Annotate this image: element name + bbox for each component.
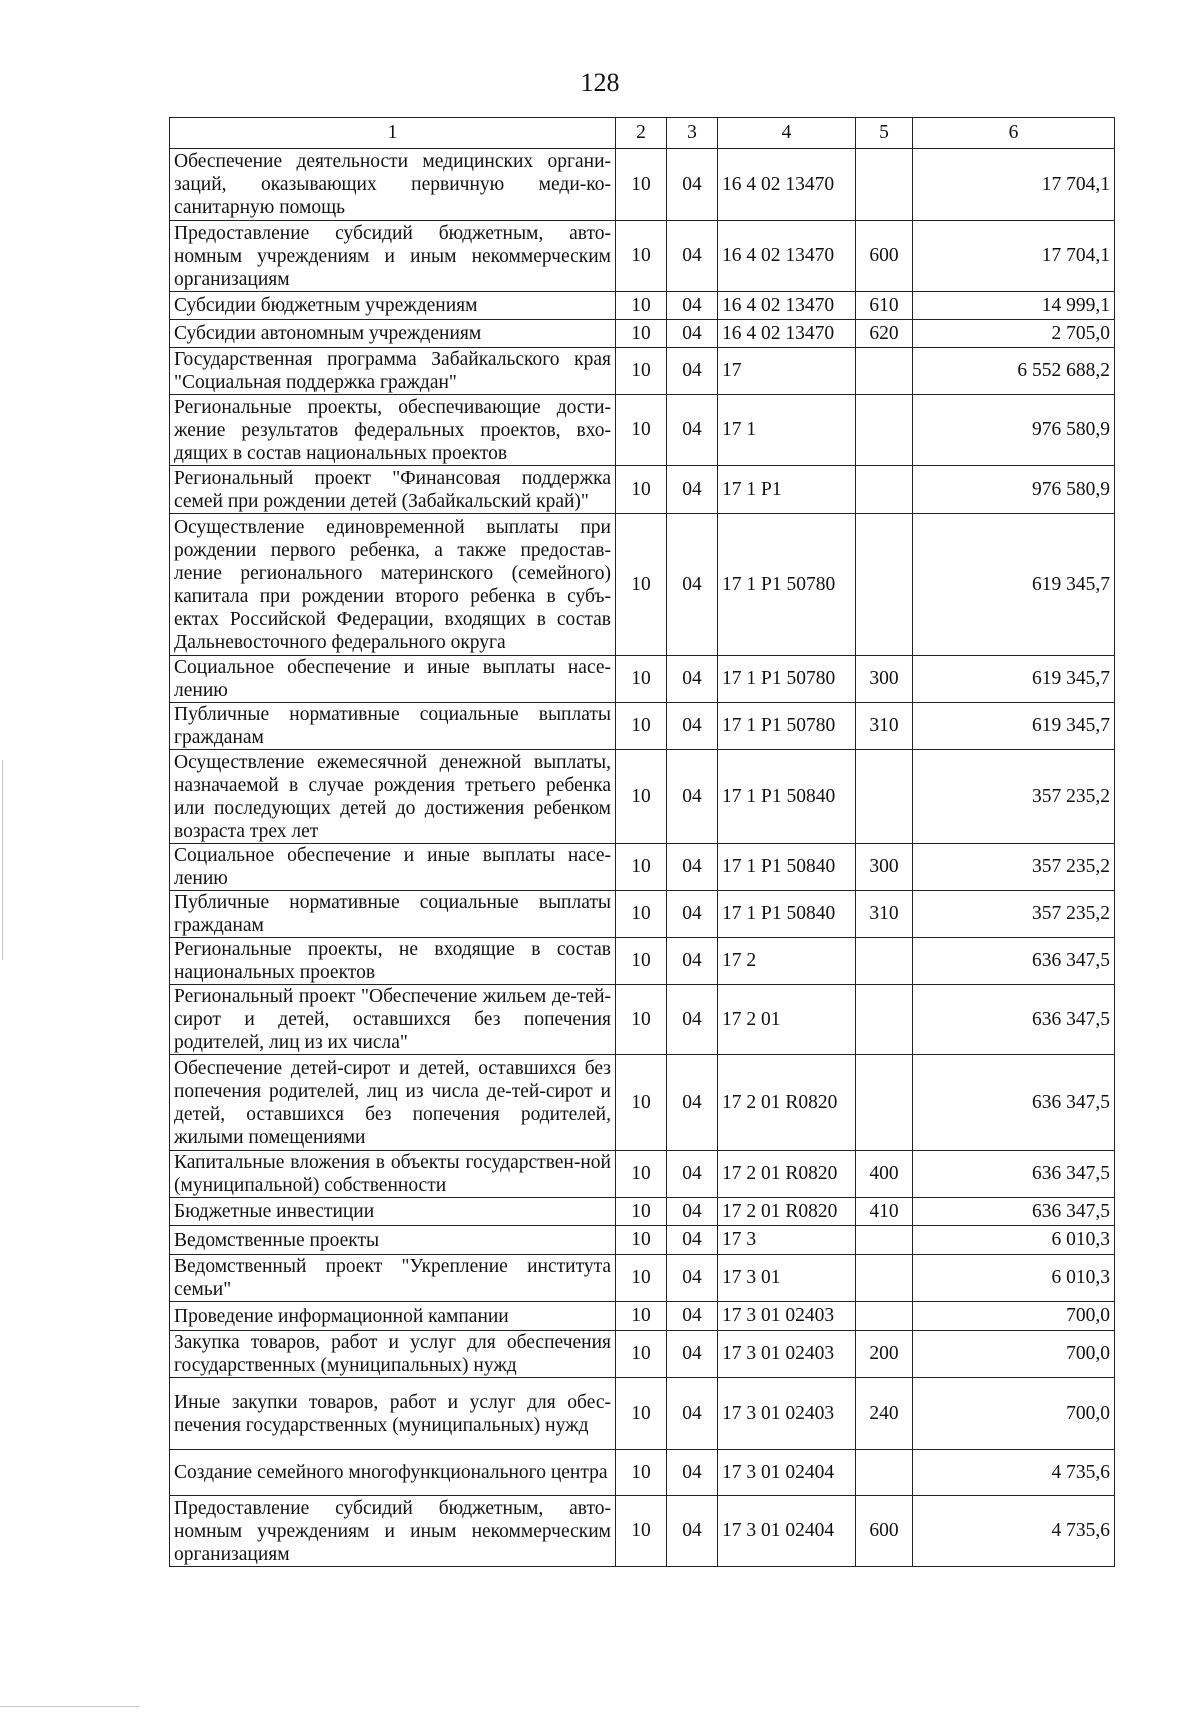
cell-name: Предоставление субсидий бюджетным, авто-номным учреждениям и иным некоммерческим организациям bbox=[170, 221, 616, 292]
cell-section: 10 bbox=[616, 348, 667, 395]
header-col-5: 5 bbox=[856, 118, 913, 149]
cell-target-article: 17 1 Р1 50780 bbox=[718, 514, 856, 656]
cell-name: Создание семейного многофункционального центра bbox=[170, 1450, 616, 1496]
cell-target-article: 17 2 01 R0820 bbox=[718, 1198, 856, 1226]
cell-subsection: 04 bbox=[667, 1151, 718, 1198]
cell-subsection: 04 bbox=[667, 1055, 718, 1151]
cell-expense-type bbox=[856, 395, 913, 466]
cell-amount: 636 347,5 bbox=[913, 1055, 1115, 1151]
cell-expense-type: 240 bbox=[856, 1378, 913, 1450]
cell-subsection: 04 bbox=[667, 149, 718, 221]
cell-expense-type bbox=[856, 466, 913, 514]
cell-target-article: 16 4 02 13470 bbox=[718, 221, 856, 292]
table-row bbox=[170, 348, 1115, 395]
table-row bbox=[170, 1198, 1115, 1226]
cell-target-article: 16 4 02 13470 bbox=[718, 149, 856, 221]
cell-section: 10 bbox=[616, 703, 667, 750]
cell-name: Региональные проекты, не входящие в состав национальных проектов bbox=[170, 938, 616, 985]
cell-name: Ведомственные проекты bbox=[170, 1226, 616, 1255]
cell-amount: 636 347,5 bbox=[913, 985, 1115, 1055]
cell-subsection: 04 bbox=[667, 1226, 718, 1255]
cell-name: Субсидии бюджетным учреждениям bbox=[170, 292, 616, 320]
cell-amount: 619 345,7 bbox=[913, 703, 1115, 750]
cell-target-article: 17 3 01 02403 bbox=[718, 1331, 856, 1378]
cell-expense-type: 300 bbox=[856, 656, 913, 703]
header-col-3: 3 bbox=[667, 118, 718, 149]
cell-section: 10 bbox=[616, 750, 667, 844]
cell-name: Осуществление ежемесячной денежной выплаты, назначаемой в случае рождения третьего ребенка или последующих детей до достижения ребенком возраста трех лет bbox=[170, 750, 616, 844]
cell-subsection: 04 bbox=[667, 985, 718, 1055]
cell-section: 10 bbox=[616, 1450, 667, 1496]
table-header-row bbox=[170, 118, 1115, 149]
cell-amount: 357 235,2 bbox=[913, 891, 1115, 938]
table-row bbox=[170, 1496, 1115, 1567]
cell-name: Публичные нормативные социальные выплаты гражданам bbox=[170, 703, 616, 750]
cell-expense-type bbox=[856, 985, 913, 1055]
cell-amount: 700,0 bbox=[913, 1378, 1115, 1450]
cell-expense-type bbox=[856, 750, 913, 844]
cell-expense-type bbox=[856, 149, 913, 221]
cell-name: Региональные проекты, обеспечивающие дости-жение результатов федеральных проектов, вхо-дящих в состав национальных проектов bbox=[170, 395, 616, 466]
cell-amount: 976 580,9 bbox=[913, 466, 1115, 514]
cell-target-article: 17 2 bbox=[718, 938, 856, 985]
cell-name: Социальное обеспечение и иные выплаты насе-лению bbox=[170, 844, 616, 891]
cell-section: 10 bbox=[616, 985, 667, 1055]
cell-name: Предоставление субсидий бюджетным, авто-номным учреждениям и иным некоммерческим организациям bbox=[170, 1496, 616, 1567]
cell-amount: 357 235,2 bbox=[913, 750, 1115, 844]
cell-subsection: 04 bbox=[667, 891, 718, 938]
table-row bbox=[170, 656, 1115, 703]
cell-target-article: 17 3 01 bbox=[718, 1255, 856, 1302]
table-row bbox=[170, 1378, 1115, 1450]
table-row bbox=[170, 1331, 1115, 1378]
cell-target-article: 17 bbox=[718, 348, 856, 395]
cell-section: 10 bbox=[616, 938, 667, 985]
cell-name: Иные закупки товаров, работ и услуг для обес-печения государственных (муниципальных) нужд bbox=[170, 1378, 616, 1450]
cell-target-article: 17 1 Р1 50840 bbox=[718, 891, 856, 938]
scan-edge-line bbox=[2, 760, 3, 960]
cell-expense-type bbox=[856, 1055, 913, 1151]
cell-name: Социальное обеспечение и иные выплаты насе-лению bbox=[170, 656, 616, 703]
cell-subsection: 04 bbox=[667, 1496, 718, 1567]
cell-section: 10 bbox=[616, 656, 667, 703]
cell-amount: 976 580,9 bbox=[913, 395, 1115, 466]
cell-target-article: 16 4 02 13470 bbox=[718, 320, 856, 348]
cell-subsection: 04 bbox=[667, 938, 718, 985]
cell-name: Государственная программа Забайкальского края "Социальная поддержка граждан" bbox=[170, 348, 616, 395]
table-row bbox=[170, 395, 1115, 466]
header-col-4: 4 bbox=[718, 118, 856, 149]
cell-section: 10 bbox=[616, 1151, 667, 1198]
table-row bbox=[170, 1226, 1115, 1255]
table-body bbox=[170, 149, 1115, 1567]
table-row bbox=[170, 1302, 1115, 1331]
table-row bbox=[170, 703, 1115, 750]
cell-section: 10 bbox=[616, 1198, 667, 1226]
cell-target-article: 17 1 bbox=[718, 395, 856, 466]
budget-table bbox=[169, 117, 1115, 1567]
table-row bbox=[170, 221, 1115, 292]
cell-name: Региональный проект "Финансовая поддержка семей при рождении детей (Забайкальский край)" bbox=[170, 466, 616, 514]
table-row bbox=[170, 466, 1115, 514]
cell-expense-type bbox=[856, 1255, 913, 1302]
cell-name: Проведение информационной кампании bbox=[170, 1302, 616, 1331]
cell-name: Закупка товаров, работ и услуг для обеспечения государственных (муниципальных) нужд bbox=[170, 1331, 616, 1378]
cell-target-article: 17 1 Р1 50840 bbox=[718, 844, 856, 891]
cell-section: 10 bbox=[616, 466, 667, 514]
cell-amount: 6 010,3 bbox=[913, 1226, 1115, 1255]
cell-subsection: 04 bbox=[667, 1198, 718, 1226]
cell-subsection: 04 bbox=[667, 221, 718, 292]
scan-edge-line bbox=[0, 1706, 140, 1707]
cell-expense-type bbox=[856, 1226, 913, 1255]
cell-subsection: 04 bbox=[667, 395, 718, 466]
cell-target-article: 17 3 01 02404 bbox=[718, 1450, 856, 1496]
cell-section: 10 bbox=[616, 891, 667, 938]
cell-subsection: 04 bbox=[667, 514, 718, 656]
cell-name: Бюджетные инвестиции bbox=[170, 1198, 616, 1226]
cell-target-article: 17 2 01 R0820 bbox=[718, 1151, 856, 1198]
cell-subsection: 04 bbox=[667, 466, 718, 514]
cell-name: Ведомственный проект "Укрепление института семьи" bbox=[170, 1255, 616, 1302]
cell-name: Субсидии автономным учреждениям bbox=[170, 320, 616, 348]
cell-target-article: 17 1 Р1 50780 bbox=[718, 656, 856, 703]
cell-target-article: 17 3 bbox=[718, 1226, 856, 1255]
cell-amount: 636 347,5 bbox=[913, 1151, 1115, 1198]
header-col-2: 2 bbox=[616, 118, 667, 149]
cell-section: 10 bbox=[616, 221, 667, 292]
cell-subsection: 04 bbox=[667, 703, 718, 750]
cell-section: 10 bbox=[616, 1226, 667, 1255]
cell-section: 10 bbox=[616, 1255, 667, 1302]
table-row bbox=[170, 1055, 1115, 1151]
table-row bbox=[170, 1151, 1115, 1198]
table-row bbox=[170, 514, 1115, 656]
table-row bbox=[170, 1255, 1115, 1302]
cell-expense-type bbox=[856, 1450, 913, 1496]
cell-section: 10 bbox=[616, 1302, 667, 1331]
cell-section: 10 bbox=[616, 1378, 667, 1450]
cell-target-article: 17 1 Р1 50840 bbox=[718, 750, 856, 844]
cell-expense-type: 610 bbox=[856, 292, 913, 320]
cell-subsection: 04 bbox=[667, 1378, 718, 1450]
cell-expense-type: 400 bbox=[856, 1151, 913, 1198]
cell-section: 10 bbox=[616, 1496, 667, 1567]
table-row bbox=[170, 938, 1115, 985]
cell-subsection: 04 bbox=[667, 656, 718, 703]
header-col-6: 6 bbox=[913, 118, 1115, 149]
cell-target-article: 16 4 02 13470 bbox=[718, 292, 856, 320]
cell-expense-type: 300 bbox=[856, 844, 913, 891]
cell-section: 10 bbox=[616, 292, 667, 320]
cell-name: Капитальные вложения в объекты государствен-ной (муниципальной) собственности bbox=[170, 1151, 616, 1198]
cell-expense-type bbox=[856, 938, 913, 985]
cell-amount: 17 704,1 bbox=[913, 149, 1115, 221]
cell-subsection: 04 bbox=[667, 750, 718, 844]
cell-amount: 700,0 bbox=[913, 1331, 1115, 1378]
cell-target-article: 17 2 01 R0820 bbox=[718, 1055, 856, 1151]
cell-expense-type bbox=[856, 348, 913, 395]
cell-subsection: 04 bbox=[667, 348, 718, 395]
table-row bbox=[170, 292, 1115, 320]
cell-subsection: 04 bbox=[667, 1331, 718, 1378]
cell-amount: 636 347,5 bbox=[913, 938, 1115, 985]
cell-name: Региональный проект "Обеспечение жильем де-тей-сирот и детей, оставшихся без попечения родителей, лиц из их числа" bbox=[170, 985, 616, 1055]
table-row bbox=[170, 985, 1115, 1055]
cell-section: 10 bbox=[616, 149, 667, 221]
cell-amount: 2 705,0 bbox=[913, 320, 1115, 348]
cell-name: Обеспечение деятельности медицинских органи-заций, оказывающих первичную меди-ко-санитарную помощь bbox=[170, 149, 616, 221]
table-row bbox=[170, 1450, 1115, 1496]
cell-amount: 14 999,1 bbox=[913, 292, 1115, 320]
cell-subsection: 04 bbox=[667, 292, 718, 320]
cell-expense-type bbox=[856, 1302, 913, 1331]
cell-target-article: 17 2 01 bbox=[718, 985, 856, 1055]
cell-amount: 636 347,5 bbox=[913, 1198, 1115, 1226]
cell-amount: 4 735,6 bbox=[913, 1450, 1115, 1496]
cell-target-article: 17 3 01 02403 bbox=[718, 1378, 856, 1450]
cell-section: 10 bbox=[616, 844, 667, 891]
cell-target-article: 17 3 01 02404 bbox=[718, 1496, 856, 1567]
cell-expense-type: 310 bbox=[856, 703, 913, 750]
cell-amount: 17 704,1 bbox=[913, 221, 1115, 292]
cell-subsection: 04 bbox=[667, 1255, 718, 1302]
cell-section: 10 bbox=[616, 1331, 667, 1378]
header-col-1: 1 bbox=[170, 118, 616, 149]
cell-amount: 4 735,6 bbox=[913, 1496, 1115, 1567]
cell-expense-type: 600 bbox=[856, 221, 913, 292]
table-row bbox=[170, 149, 1115, 221]
cell-amount: 619 345,7 bbox=[913, 514, 1115, 656]
cell-subsection: 04 bbox=[667, 844, 718, 891]
cell-subsection: 04 bbox=[667, 1450, 718, 1496]
cell-subsection: 04 bbox=[667, 320, 718, 348]
page-number: 128 bbox=[580, 68, 620, 97]
cell-amount: 619 345,7 bbox=[913, 656, 1115, 703]
cell-expense-type: 620 bbox=[856, 320, 913, 348]
cell-expense-type: 310 bbox=[856, 891, 913, 938]
cell-subsection: 04 bbox=[667, 1302, 718, 1331]
table-row bbox=[170, 320, 1115, 348]
cell-target-article: 17 1 Р1 bbox=[718, 466, 856, 514]
cell-amount: 700,0 bbox=[913, 1302, 1115, 1331]
cell-expense-type: 410 bbox=[856, 1198, 913, 1226]
cell-name: Публичные нормативные социальные выплаты гражданам bbox=[170, 891, 616, 938]
cell-amount: 6 552 688,2 bbox=[913, 348, 1115, 395]
cell-expense-type bbox=[856, 514, 913, 656]
table-row bbox=[170, 750, 1115, 844]
cell-target-article: 17 3 01 02403 bbox=[718, 1302, 856, 1331]
cell-section: 10 bbox=[616, 395, 667, 466]
cell-expense-type: 600 bbox=[856, 1496, 913, 1567]
cell-section: 10 bbox=[616, 1055, 667, 1151]
cell-name: Обеспечение детей-сирот и детей, оставшихся без попечения родителей, лиц из числа де-тей-сирот и детей, оставшихся без попечения родителей, жилыми помещениями bbox=[170, 1055, 616, 1151]
cell-amount: 357 235,2 bbox=[913, 844, 1115, 891]
cell-name: Осуществление единовременной выплаты при рождении первого ребенка, а также предостав-ление регионального материнского (семейного) капитала при рождении второго ребенка в субъ-ектах Российской Федерации, входящих в состав Дальневосточного федерального округа bbox=[170, 514, 616, 656]
cell-section: 10 bbox=[616, 514, 667, 656]
cell-target-article: 17 1 Р1 50780 bbox=[718, 703, 856, 750]
cell-section: 10 bbox=[616, 320, 667, 348]
table-row bbox=[170, 844, 1115, 891]
table-row bbox=[170, 891, 1115, 938]
cell-expense-type: 200 bbox=[856, 1331, 913, 1378]
cell-amount: 6 010,3 bbox=[913, 1255, 1115, 1302]
